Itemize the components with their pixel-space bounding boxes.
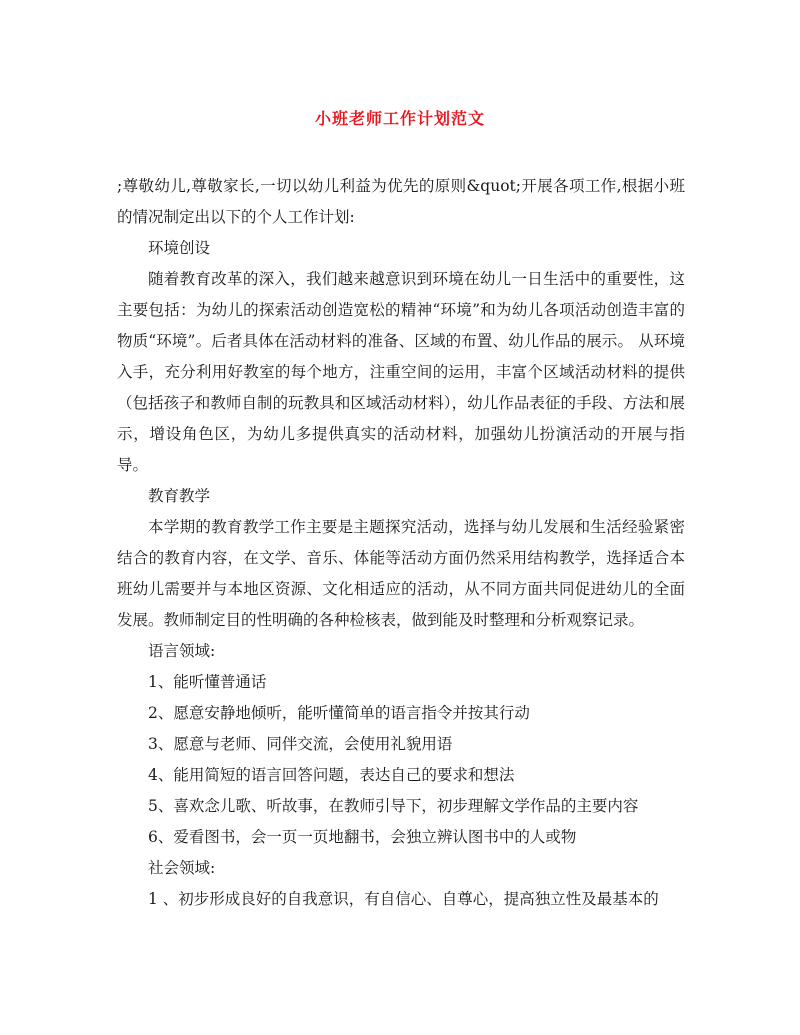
section-heading-teaching: 教育教学 bbox=[148, 487, 211, 505]
subheading-language-domain: 语言领域: bbox=[148, 642, 216, 660]
list-item: 2、愿意安静地倾听，能听懂简单的语言指令并按其行动 bbox=[148, 704, 530, 722]
list-item: 4、能用简短的语言回答问题，表达自己的要求和想法 bbox=[148, 766, 515, 784]
document-body bbox=[117, 171, 685, 915]
list-item: 1、能听懂普通话 bbox=[148, 673, 267, 691]
subheading-social-domain: 社会领域: bbox=[148, 859, 216, 877]
environment-paragraph: 随着教育改革的深入，我们越来越意识到环境在幼儿一日生活中的重要性，这主要包括：为幼儿的探索活动创造宽松的精神“环境”和为幼儿各项活动创造丰富的物质“环境”。后者具体在活动材料的准备、区域的布置、幼儿作品的展示。 从环境入手，充分利用好教室的每个地方，注重空间的运用，丰富个区域活动材料的提供（包括孩子和教师自制的玩教具和区域活动材料），幼儿作品表征的手段、方法和展示，增设角色区，为幼儿多提供真实的活动材料，加强幼儿扮演活动的开展与指导。 bbox=[117, 270, 685, 474]
section-heading-environment: 环境创设 bbox=[148, 239, 211, 257]
teaching-paragraph: 本学期的教育教学工作主要是主题探究活动，选择与幼儿发展和生活经验紧密结合的教育内容，在文学、音乐、体能等活动方面仍然采用结构教学，选择适合本班幼儿需要并与本地区资源、文化相适应的活动，从不同方面共同促进幼儿的全面发展。教师制定目的性明确的各种检核表，做到能及时整理和分析观察记录。 bbox=[117, 518, 685, 629]
intro-paragraph: ;尊敬幼儿,尊敬家长,一切以幼儿利益为优先的原则&quot;开展各项工作,根据小班的情况制定出以下的个人工作计划: bbox=[117, 177, 685, 226]
list-item: 1 、初步形成良好的自我意识，有自信心、自尊心，提高独立性及最基本的 bbox=[148, 890, 659, 908]
document-title: 小班老师工作计划范文 bbox=[314, 109, 485, 128]
list-item: 6、爱看图书，会一页一页地翻书，会独立辨认图书中的人或物 bbox=[148, 828, 577, 846]
list-item: 5、喜欢念儿歌、听故事，在教师引导下，初步理解文学作品的主要内容 bbox=[148, 797, 639, 815]
list-item: 3、愿意与老师、同伴交流，会使用礼貌用语 bbox=[148, 735, 453, 753]
